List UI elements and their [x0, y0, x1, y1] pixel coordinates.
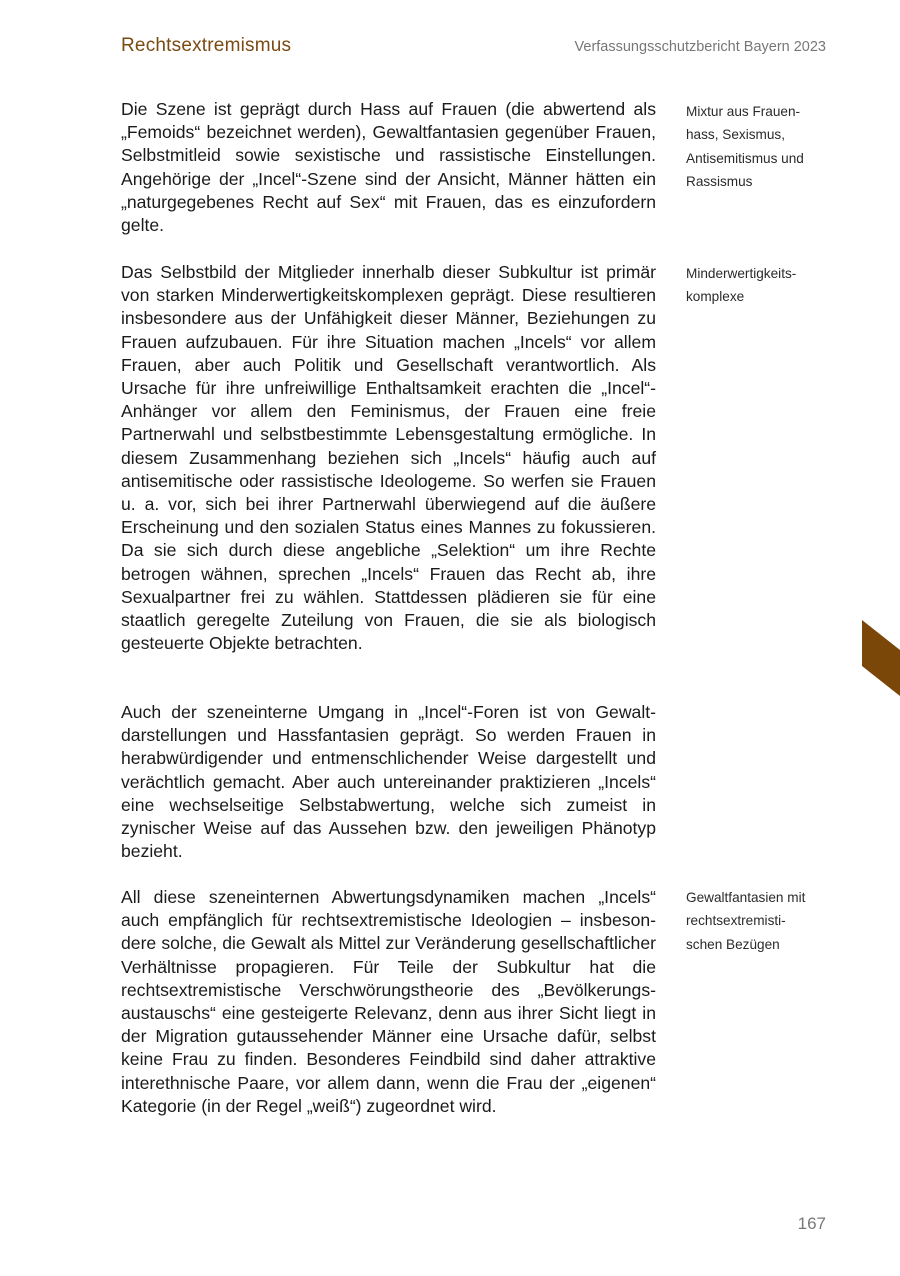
- chapter-tab-marker: [862, 620, 900, 696]
- section-title: Rechtsextremismus: [121, 35, 292, 56]
- paragraph-4: All diese szeneinternen Abwertungsdynamiken machen „Incels“ auch empfänglich für rechtsextremistische Ideologien – insbesondere solche, die Gewalt als Mittel zur Veränderung gesellschaftlicher Verhältnisse propagieren. Für Teile der Subkultur hat die rechtsextremistische Verschwörungstheorie des „Bevölkerungsaustauschs“ eine gesteigerte Relevanz, denn aus ihrer Sicht liegt in der Migration gutaussehender Männer eine Ursache dafür, selbst keine Frau zu finden. Besonderes Feindbild sind daher attraktive interethnische Paare, vor allem dann, wenn die Frau der „eigenen“ Kategorie (in der Regel „weiß“) zugeordnet wird.: [121, 887, 656, 1116]
- margin-note-2: Minderwertigkeits- komplexe: [686, 266, 797, 305]
- paragraph-2: Das Selbstbild der Mitglieder innerhalb dieser Subkultur ist primär von starken Minderwertigkeitskomplexen geprägt. Diese resultieren insbesondere aus der Unfähigkeit dieser Männer, Beziehungen zu Frauen aufzubauen. Für ihre Situation machen „Incels“ vor allem Frauen, aber auch Politik und Gesellschaft verantwortlich. Als Ursache für ihre unfreiwillige Enthaltsamkeit erachten die „Incel“-Anhänger vor allem den Feminismus, der Frauen eine freie Partnerwahl und selbstbestimmte Lebensgestaltung ermögliche. In diesem Zusammenhang beziehen sich „Incels“ häufig auch auf antisemitische oder rassistische Ideologeme. So werfen sie Frauen u. a. vor, sich bei ihrer Partnerwahl überwiegend auf die äußere Erscheinung und den sozialen Status eines Mannes zu fokussieren. Da sie sich durch diese angebliche „Selektion“ um ihre Rechte betrogen wähnen, sprechen „Incels“ Frauen das Recht ab, ihre Sexualpartner frei zu wählen. Stattdessen plädieren sie für eine staatlich geregelte Zuteilung von Frauen, die sie als biologisch gesteuerte Objekte betrachten.: [121, 262, 656, 654]
- paragraph-3: Auch der szeneinterne Umgang in „Incel“-Foren ist von Gewaltdarstellungen und Hassfantasien geprägt. So werden Frauen in herabwürdigender und entmenschlichender Weise dargestellt und verächtlich gemacht. Aber auch untereinander praktizieren „Incels“ eine wechselseitige Selbstabwertung, welche sich zumeist in zynischer Weise auf das Aussehen bzw. den jeweiligen Phänotyp bezieht.: [121, 702, 656, 862]
- margin-note-3: Gewaltfantasien mit rechtsextremisti- schen Bezügen: [686, 890, 806, 952]
- publication-title: Verfassungsschutzbericht Bayern 2023: [574, 39, 826, 55]
- margin-note-1: Mixtur aus Frauen- hass, Sexismus, Antisemitismus und Rassismus: [686, 104, 804, 189]
- paragraph-1: Die Szene ist geprägt durch Hass auf Frauen (die abwertend als „Femoids“ bezeichnet werden), Gewaltfantasien gegenüber Frauen, Selbstmitleid sowie sexistische und rassistische Einstellungen. Angehörige der „Incel“-Szene sind der Ansicht, Männer hätten ein „naturgegebenes Recht auf Sex“ mit Frauen, das es einzufordern gelte.: [121, 99, 656, 236]
- page-number: 167: [797, 1214, 826, 1233]
